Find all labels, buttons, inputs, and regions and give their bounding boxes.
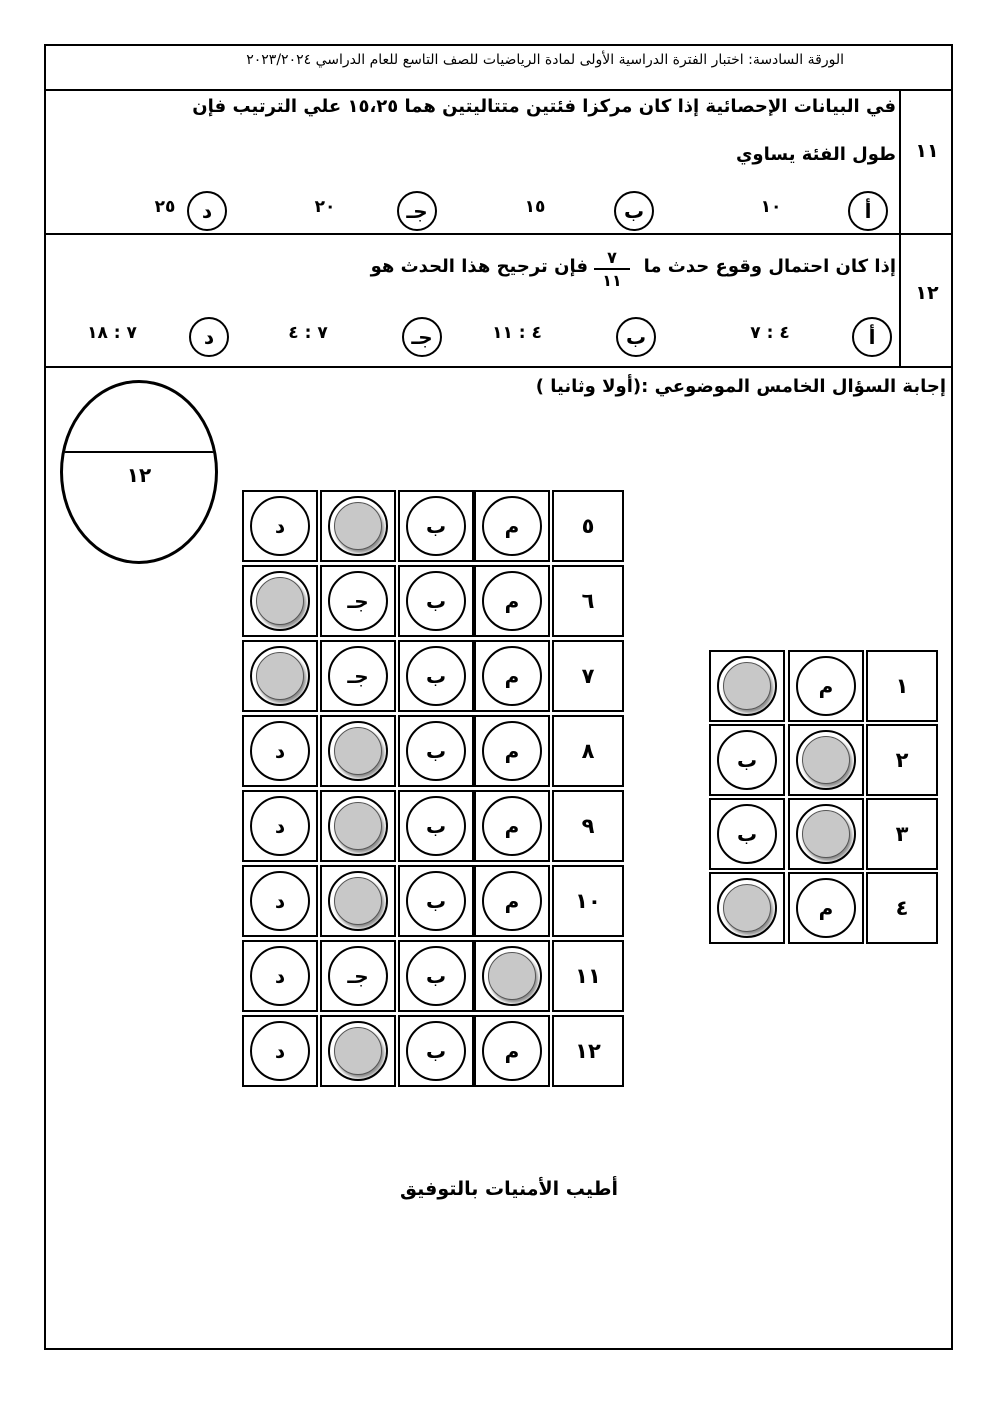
grid_small-row-1-cell-1 [788, 650, 864, 722]
grid_small-row-4-number [866, 872, 938, 944]
grid_main-row-3-bubble-1[interactable] [482, 646, 542, 706]
grid_main-row-7-cell-3 [320, 940, 396, 1012]
grid_small-row-1-bubble-1[interactable] [796, 656, 856, 716]
grid_small-row-2-bubble-2[interactable] [717, 730, 777, 790]
q12-option-2-letter[interactable]: ب [616, 317, 656, 357]
header-title: الورقة السادسة: اختبار الفترة الدراسية الأولى لمادة الرياضيات للصف التاسع للعام الدراسي ٢٠٢٣/٢٠٢٤ [246, 52, 844, 68]
grid_main-row-6-bubble-1[interactable] [482, 871, 542, 931]
bubble-label: جـ [347, 964, 369, 988]
grid_main-row-6-cell-4 [242, 865, 318, 937]
bubble-label: ب [425, 739, 447, 763]
grid_main-row-2-number [552, 565, 624, 637]
bubble-label: جـ [347, 664, 369, 688]
grid_main-row-5-cell-2 [398, 790, 474, 862]
grid_main-row-8-bubble-1[interactable] [482, 1021, 542, 1081]
grid_small-row-1-bubble-2[interactable] [717, 656, 777, 716]
grid_small-row-3-number-label: ٣ [895, 822, 909, 846]
grid_small-row-3-cell-2 [709, 798, 785, 870]
grid_main-row-4-cell-4 [242, 715, 318, 787]
grid_main-row-5-cell-4 [242, 790, 318, 862]
bubble-label: د [274, 964, 286, 988]
filled-bubble-mark [723, 662, 771, 710]
grid_main-row-5-bubble-1[interactable] [482, 796, 542, 856]
grid_main-row-4-bubble-4[interactable] [250, 721, 310, 781]
filled-bubble-mark [802, 736, 850, 784]
bubble-label: ب [425, 814, 447, 838]
grid_main-row-4-number [552, 715, 624, 787]
grid_small-row-4-cell-1 [788, 872, 864, 944]
bubble-label: م [504, 589, 520, 613]
bubble-label: م [818, 896, 834, 920]
q12-option-2-value: ٤ : ١١ [492, 323, 542, 343]
grid_main-row-2-number-label: ٦ [581, 589, 595, 613]
bubble-label: د [274, 1039, 286, 1063]
grid_main-row-1-bubble-2[interactable] [406, 496, 466, 556]
q12-option-4-value: ٧ : ١٨ [87, 323, 137, 343]
q12-text-after: فإن ترجيح هذا الحدث هو [370, 256, 588, 277]
grid_small-row-2-cell-1 [788, 724, 864, 796]
grid_main-row-6-bubble-4[interactable] [250, 871, 310, 931]
grid_main-row-8-bubble-3[interactable] [328, 1021, 388, 1081]
grid_main-row-1-number [552, 490, 624, 562]
grid_main-row-1-bubble-3[interactable] [328, 496, 388, 556]
footer-message: أطيب الأمنيات بالتوفيق [400, 1178, 619, 1200]
grid_main-row-2-cell-1 [474, 565, 550, 637]
score-divider [63, 451, 215, 453]
bubble-label: م [504, 514, 520, 538]
grid_main-row-6-cell-2 [398, 865, 474, 937]
bubble-label: م [504, 889, 520, 913]
grid_main-row-3-cell-2 [398, 640, 474, 712]
q11-option-1-value: ١٠ [760, 197, 782, 217]
grid_small-row-1-number-label: ١ [895, 674, 909, 698]
grid_main-row-7-bubble-3[interactable] [328, 946, 388, 1006]
grid_small-row-4-bubble-2[interactable] [717, 878, 777, 938]
grid_main-row-2-bubble-4[interactable] [250, 571, 310, 631]
bubble-label: ب [425, 664, 447, 688]
grid_main-row-7-bubble-4[interactable] [250, 946, 310, 1006]
grid_main-row-4-number-label: ٨ [581, 739, 595, 763]
grid_main-row-4-cell-3 [320, 715, 396, 787]
bubble-label: د [274, 889, 286, 913]
filled-bubble-mark [334, 502, 382, 550]
score-value: ١٢ [126, 463, 152, 487]
grid_main-row-4-cell-2 [398, 715, 474, 787]
grid_main-row-3-number [552, 640, 624, 712]
filled-bubble-mark [723, 884, 771, 932]
filled-bubble-mark [334, 877, 382, 925]
q12-fraction-numerator: ٧ [594, 248, 630, 270]
grid_main-row-6-bubble-2[interactable] [406, 871, 466, 931]
grid_main-row-1-cell-4 [242, 490, 318, 562]
q11-text-line1: في البيانات الإحصائية إذا كان مركزا فئتين متتاليتين هما ١٥،٢٥ علي الترتيب فإن [192, 96, 896, 117]
grid_small-row-1-number [866, 650, 938, 722]
grid_main-row-4-cell-1 [474, 715, 550, 787]
filled-bubble-mark [334, 727, 382, 775]
q12-text-before: إذا كان احتمال وقوع حدث ما [643, 256, 896, 277]
filled-bubble-mark [802, 810, 850, 858]
grid_main-row-6-bubble-3[interactable] [328, 871, 388, 931]
q12-option-1-value: ٤ : ٧ [750, 323, 790, 343]
grid_main-row-5-bubble-3[interactable] [328, 796, 388, 856]
q11-option-1-letter[interactable]: أ [848, 191, 888, 231]
bubble-label: م [504, 664, 520, 688]
bubble-label: جـ [347, 589, 369, 613]
grid_main-row-5-number-label: ٩ [581, 814, 595, 838]
grid_main-row-5-number [552, 790, 624, 862]
grid_main-row-5-bubble-2[interactable] [406, 796, 466, 856]
q12-option-3-value: ٧ : ٤ [288, 323, 328, 343]
grid_main-row-3-cell-3 [320, 640, 396, 712]
grid_main-row-8-cell-2 [398, 1015, 474, 1087]
grid_main-row-3-number-label: ٧ [581, 664, 595, 688]
grid_small-row-3-bubble-2[interactable] [717, 804, 777, 864]
filled-bubble-mark [334, 1027, 382, 1075]
q12-fraction-denominator: ١١ [602, 271, 622, 290]
grid_main-row-8-cell-1 [474, 1015, 550, 1087]
grid_small-row-4-cell-2 [709, 872, 785, 944]
grid_main-row-1-cell-3 [320, 490, 396, 562]
grid_main-row-1-bubble-4[interactable] [250, 496, 310, 556]
grid_main-row-7-cell-1 [474, 940, 550, 1012]
q11-option-3-letter[interactable]: جـ [397, 191, 437, 231]
bubble-label: ب [425, 889, 447, 913]
bubble-label: ب [736, 748, 758, 772]
bubble-label: ب [425, 1039, 447, 1063]
filled-bubble-mark [256, 652, 304, 700]
bubble-label: ب [425, 964, 447, 988]
grid_main-row-6-cell-3 [320, 865, 396, 937]
grid_main-row-7-number-label: ١١ [575, 964, 601, 988]
grid_small-row-2-number-label: ٢ [895, 748, 909, 772]
q12-option-4-letter[interactable]: د [189, 317, 229, 357]
grid_main-row-3-cell-1 [474, 640, 550, 712]
grid_main-row-3-cell-4 [242, 640, 318, 712]
grid_main-row-7-bubble-1[interactable] [482, 946, 542, 1006]
grid_main-row-4-bubble-3[interactable] [328, 721, 388, 781]
grid_main-row-5-cell-3 [320, 790, 396, 862]
grid_main-row-2-bubble-1[interactable] [482, 571, 542, 631]
grid_main-row-8-bubble-2[interactable] [406, 1021, 466, 1081]
q11-option-2-letter[interactable]: ب [614, 191, 654, 231]
grid_main-row-5-bubble-4[interactable] [250, 796, 310, 856]
grid_main-row-7-cell-4 [242, 940, 318, 1012]
grid_small-row-4-bubble-1[interactable] [796, 878, 856, 938]
grid_main-row-2-bubble-3[interactable] [328, 571, 388, 631]
q11-text-line2: طول الفئة يساوي [735, 144, 896, 165]
grid_main-row-6-number [552, 865, 624, 937]
bubble-label: د [274, 814, 286, 838]
grid_main-row-1-number-label: ٥ [581, 514, 595, 538]
grid_main-row-7-cell-2 [398, 940, 474, 1012]
grid_main-row-1-bubble-1[interactable] [482, 496, 542, 556]
grid_main-row-2-cell-2 [398, 565, 474, 637]
divider-q12 [44, 366, 953, 368]
bubble-label: ب [736, 822, 758, 846]
bubble-label: م [818, 674, 834, 698]
q12-number: ١٢ [915, 282, 939, 304]
grid_main-row-8-number [552, 1015, 624, 1087]
bubble-label: د [274, 514, 286, 538]
divider-header [44, 89, 953, 91]
grid_main-row-8-bubble-4[interactable] [250, 1021, 310, 1081]
q11-option-3-value: ٢٠ [314, 197, 336, 217]
grid_main-row-2-cell-4 [242, 565, 318, 637]
grid_small-row-2-cell-2 [709, 724, 785, 796]
grid_main-row-4-bubble-1[interactable] [482, 721, 542, 781]
bubble-label: ب [425, 589, 447, 613]
bubble-label: م [504, 1039, 520, 1063]
grid_main-row-1-cell-1 [474, 490, 550, 562]
grid_main-row-3-bubble-2[interactable] [406, 646, 466, 706]
grid_main-row-7-number [552, 940, 624, 1012]
score-ellipse [60, 380, 218, 564]
grid_small-row-3-bubble-1[interactable] [796, 804, 856, 864]
grid_main-row-1-cell-2 [398, 490, 474, 562]
q12-option-1-letter[interactable]: أ [852, 317, 892, 357]
q11-option-2-value: ١٥ [524, 197, 546, 217]
grid_main-row-6-cell-1 [474, 865, 550, 937]
q11-option-4-letter[interactable]: د [187, 191, 227, 231]
divider-q11 [44, 233, 953, 235]
grid_main-row-7-bubble-2[interactable] [406, 946, 466, 1006]
grid_small-row-3-cell-1 [788, 798, 864, 870]
grid_main-row-4-bubble-2[interactable] [406, 721, 466, 781]
grid_small-row-1-cell-2 [709, 650, 785, 722]
grid_main-row-8-cell-4 [242, 1015, 318, 1087]
filled-bubble-mark [488, 952, 536, 1000]
grid_main-row-8-number-label: ١٢ [575, 1039, 601, 1063]
grid_main-row-2-cell-3 [320, 565, 396, 637]
grid_main-row-3-bubble-3[interactable] [328, 646, 388, 706]
filled-bubble-mark [256, 577, 304, 625]
grid_main-row-6-number-label: ١٠ [575, 889, 601, 913]
grid_main-row-3-bubble-4[interactable] [250, 646, 310, 706]
grid_main-row-5-cell-1 [474, 790, 550, 862]
q12-option-3-letter[interactable]: جـ [402, 317, 442, 357]
q11-number: ١١ [915, 140, 939, 162]
answers-title: إجابة السؤال الخامس الموضوعي :(أولا وثانيا ) [535, 376, 946, 397]
q12-fraction [594, 248, 630, 290]
q11-option-4-value: ٢٥ [154, 197, 176, 217]
bubble-label: م [504, 814, 520, 838]
grid_main-row-2-bubble-2[interactable] [406, 571, 466, 631]
bubble-label: م [504, 739, 520, 763]
grid_small-row-2-number [866, 724, 938, 796]
bubble-label: د [274, 739, 286, 763]
divider-qnum-column [899, 89, 901, 368]
grid_small-row-4-number-label: ٤ [895, 896, 909, 920]
grid_main-row-8-cell-3 [320, 1015, 396, 1087]
filled-bubble-mark [334, 802, 382, 850]
grid_small-row-3-number [866, 798, 938, 870]
grid_small-row-2-bubble-1[interactable] [796, 730, 856, 790]
bubble-label: ب [425, 514, 447, 538]
